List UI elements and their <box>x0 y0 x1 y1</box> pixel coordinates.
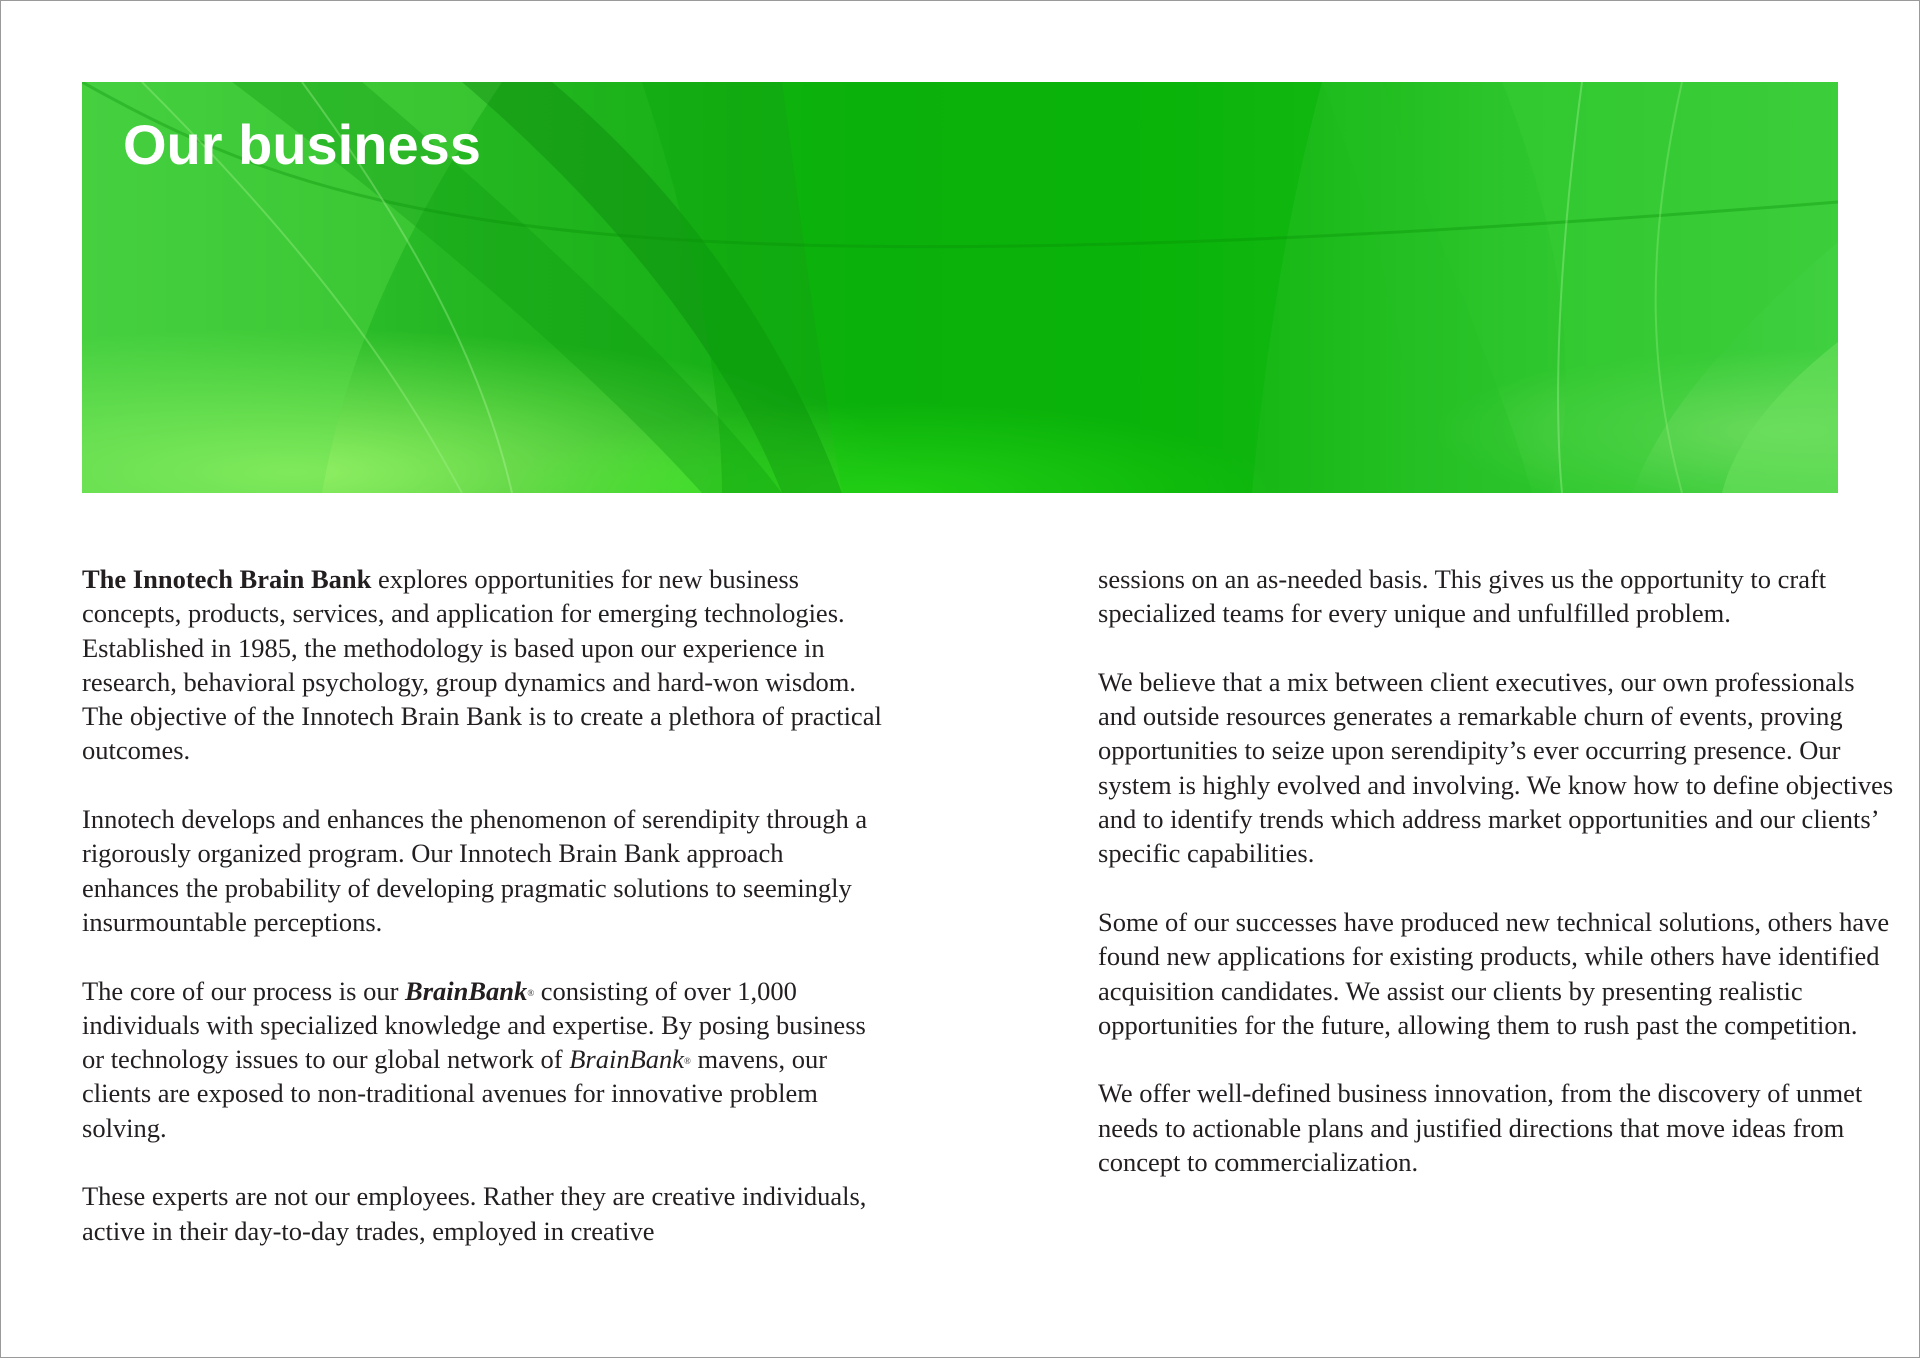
paragraph-brainbank <box>82 974 882 1145</box>
paragraph-sessions: sessions on an as-needed basis. This gives us the opportunity to craft specialized teams for every unique and unfulfilled problem. <box>1098 564 1827 629</box>
left-text-column <box>82 562 882 1282</box>
paragraph-brainbank-text-2: consisting of over 1,000 individuals with specialized knowledge and expertise. By posing business or technology issues to our global network of <box>82 975 866 1075</box>
paragraph-offer: We offer well-defined business innovation, from the discovery of unmet needs to actionable plans and justified directions that move ideas from concept to commercialization. <box>1098 1078 1863 1178</box>
brainbank-brand-bold: BrainBank <box>405 975 528 1006</box>
registered-mark: ® <box>684 1056 691 1067</box>
paragraph-intro <box>82 562 882 768</box>
paragraph-serendipity: Innotech develops and enhances the phenomenon of serendipity through a rigorously organized program. Our Innotech Brain Bank approach enhances the probability of developing pragmatic solutions to seemingly insurmountable perceptions. <box>82 804 868 937</box>
registered-mark: ® <box>527 987 535 998</box>
paragraph-brainbank-text-1: The core of our process is our <box>82 975 406 1006</box>
paragraph-intro-text: explores opportunities for new business concepts, products, services, and application for emerging technologies. Established in 1985, the methodology is based upon our experience in research, behavioral psychology, group dynamics and hard-won wisdom. The objective of the Innotech Brain Bank is to create a plethora of practical outcomes. <box>82 564 882 766</box>
paragraph-mix: We believe that a mix between client executives, our own professionals and outside resources generates a remarkable churn of events, proving opportunities to seize upon serendipity’s ever occurring presence. Our system is highly evolved and involving. We know how to define objectives and to identify trends which address market opportunities and our clients’ specific capabilities. <box>1098 666 1894 869</box>
paragraph-successes: Some of our successes have produced new technical solutions, others have found new applications for existing products, while others have identified acquisition candidates. We assist our clients by presenting realistic opportunities for the future, allowing them to rush past the competition. <box>1098 906 1890 1040</box>
page-title: Our business <box>123 113 481 176</box>
brainbank-brand-italic: BrainBank <box>569 1044 685 1075</box>
header-banner <box>82 82 1838 493</box>
company-name-lead: The Innotech Brain Bank <box>82 564 372 594</box>
paragraph-experts: These experts are not our employees. Rather they are creative individuals, active in their day-to-day trades, employed in creative <box>82 1181 867 1246</box>
right-text-column <box>1098 562 1898 1214</box>
paragraph-brainbank-text-3: mavens, our clients are exposed to non-traditional avenues for innovative problem solving. <box>82 1044 828 1143</box>
